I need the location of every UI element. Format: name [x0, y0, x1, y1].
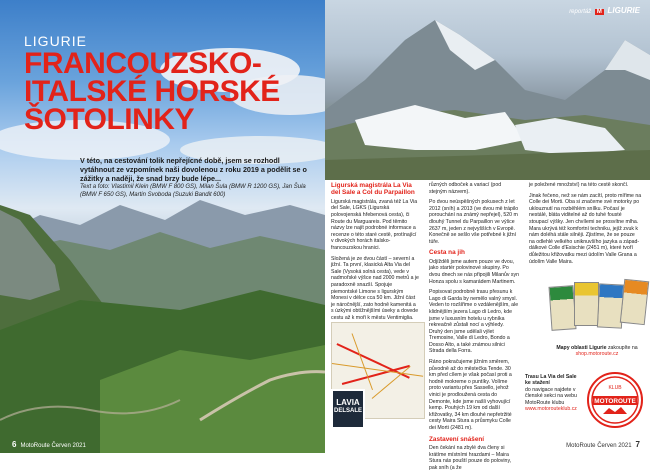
paragraph: Jinak řečeno, než se nám zacítí, proto mířime na Colle dei Morti. Oba si značeme své motorky po uklouznutí na rozběhlém snílku. Počasí je nestálé, bláta viditelné až do tuhé fousté stoupací výšky. Jen chvílemi se prosvítne mlha. Mara ukrývá též komfortní techniku, jejíž zvuk k nám doléhá stále silněji. Zjistíme, že se pouze na odlehlé velkého uniknuvšího jazyka a západ-dálkové Colle d'Esischie (2451 m), které tvoří důležitou křižovatku mezi údolím Valle Grana a údolím Valle Maira.	[529, 192, 642, 265]
rubric-header	[569, 6, 640, 15]
subheading-zastaveni: Zastavení snášení	[429, 435, 485, 443]
subheading-magistrala: Ligurská magistrála La Via del Sale a Col du Parpaillon	[331, 182, 415, 197]
left-page	[0, 0, 325, 453]
paragraph: Po dvou neúspěšných pokusech z let 2012 (sníh) a 2013 (ve dvou mě trápilo porouchání na známý nepřejel), 520 m dlouhý Tunnel du Parpaillon ve výšce 2637 m, jeden z nejvyšších v Evropě. Konečně se sešlo vše potřebné k jižní túře.	[429, 199, 519, 245]
right-page-footer	[566, 440, 640, 449]
title-line-2: ITALSKÉ HORSKÉ	[24, 75, 280, 108]
lead-paragraph: V této, na cestování tolik nepřejícné době, jsem se rozhodl vytáhnout ze vzpomínek naši dovolenou z roku 2019 a podělit se o zážitky a naději, že snad brzy bude lépe...	[80, 156, 307, 183]
map-guides-image	[550, 280, 650, 340]
left-page-footer	[12, 440, 86, 449]
caption-bold: Mapy oblasti Ligurie	[556, 345, 607, 351]
map-guides-caption	[547, 345, 647, 358]
motoroute-club-logo	[587, 372, 643, 428]
logo-text: MOTOROUTE	[594, 398, 636, 406]
paragraph: Složená je ze dvou částí – severní a jižní. Ta první, klasická Alta Via del Sale (Vysoká solná cesta), vede v nadmořské výšce nad 2000 metrů a je paradoxně snazší. Spojuje piemontské Limone s ligurským Monesi v délce cca 50 km. Jižní část je náročnější, zato hodně kamenitá a s úzkými obtížnějšími úseky a dovede cestu až k moři k městu Ventimiglia.	[331, 255, 419, 321]
column-2	[429, 182, 519, 475]
left-page-number: 6	[12, 440, 17, 449]
snow-mountain-photo	[325, 0, 650, 180]
paragraph: Odjížděli jsme autem pouze ve dvou, jako startér polovinové skupiny. Po dvou dnech se nás připojili Milanův syn Honza spolu s kamarádem Martinem.	[429, 258, 519, 285]
column-3	[529, 182, 642, 269]
paragraph: je poležené množství) na této cestě skončí.	[529, 182, 629, 188]
paragraph: Ráno pokračujeme jižním směrem, původně až do městečka Tende. 30 km před cílem je však počasí proti a hodně mokreme o puntíky. Volíme proto variantu přes Sassello, jehož vinici je prodloužená cesta do Demonte, kde jsme našli vyhovující kemp. Pouhých 19 km od další křižovatky, 34 km dlouhé nepřetržité cesty Maira Stura a průsmyku Colle dei Morti (2481 m).	[429, 359, 512, 431]
logo-icon	[589, 374, 641, 426]
mountain-photo-svg	[325, 0, 650, 180]
shop-link[interactable]: shop.motoroute.cz	[575, 351, 619, 358]
rubric-prefix: reportáž	[569, 9, 592, 15]
promo-text: do navigace najdete v členské sekci na webu MotoRoute klubu	[525, 386, 577, 406]
title-line-3: ŠOTOLINKY	[24, 103, 194, 136]
route-download-promo	[525, 374, 581, 412]
right-page	[325, 0, 650, 471]
promo-title: Trasu La Via del Sale ke stažení	[525, 374, 577, 387]
paragraph: různých odboček a variací (pod stejným názvem).	[429, 182, 502, 195]
paragraph: Ligurská magistrála, zvaná též La Via del Sale, LGKS (Ligurská polovojenská hřebenová cesta), či Route du Marguareis. Pod těmito názvy lze najít podrobné informace a recenze o této staré cestě, protínající v divokých horách italsko-francouzskou hranici.	[331, 198, 418, 251]
title-line-1: FRANCOUZSKO-	[24, 47, 262, 80]
article-title	[24, 47, 324, 136]
paragraph: Den čekání na zbylé dva členy si krátíme místními hrazdami – Maira Stura nás pouští pouze do poloviny, pak sníh (a že	[429, 445, 512, 471]
right-footer-text: MotoRoute Červen 2021	[566, 443, 632, 449]
logo-klub-text: KLUB	[608, 385, 622, 391]
left-footer-text: MotoRoute Červen 2021	[20, 443, 86, 449]
badge-line-2: DELSALE	[333, 408, 362, 414]
motoroute-m-logo: M	[596, 9, 602, 15]
section-label: LIGURIE	[24, 33, 88, 49]
rubric-name: LIGURIE	[607, 6, 640, 15]
paragraph: Popisovat podrobně trasu přesunu k Lago di Garda by nemělo valný smysl. Veden to rozšířime o vzdálenějším, ale klidnějším jezera Lago di Ledro, kde jsme v luxusním hotelu u rybníka rekreačně zůstali nocí a výhledy. Druhý den jsme udělali výlet Tremosine, Valle di Ledro, Bondo a Dosso Alto, a také známou silnici Strada della Forra.	[429, 289, 519, 355]
right-page-number: 7	[635, 440, 640, 449]
caption-text: zakoupíte na	[607, 345, 638, 351]
badge-line-1: LAVIA	[336, 398, 360, 407]
author-credits: Text a foto: Vlastimil Klein (BMW F 800 GS), Milan Šula (BMW R 1200 GS), Jan Šula (BMW F 650 GS), Martin Svoboda (Suzuki Bandit 600)	[80, 184, 306, 198]
subheading-cesta-na-jih: Cesta na jih	[429, 249, 465, 257]
club-link[interactable]: www.motorouteklub.cz	[525, 406, 577, 413]
la-via-del-sale-badge	[331, 389, 365, 429]
